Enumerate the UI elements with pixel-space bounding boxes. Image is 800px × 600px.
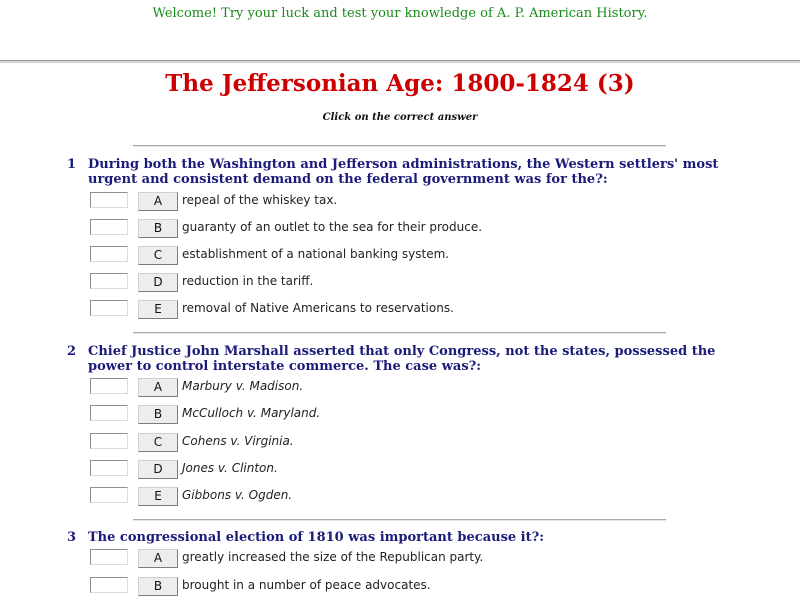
- answer-box[interactable]: [90, 460, 128, 476]
- choice-text: brought in a number of peace advocates.: [182, 578, 431, 592]
- choice-text: removal of Native Americans to reservations.: [182, 301, 454, 315]
- answer-box[interactable]: [90, 405, 128, 421]
- choice-text: establishment of a national banking system.: [182, 247, 450, 261]
- choice-d-button[interactable]: D: [138, 273, 178, 292]
- answer-choice: [90, 459, 730, 479]
- answer-choice: [90, 218, 730, 238]
- answer-choice: [90, 548, 730, 568]
- question-divider: [133, 145, 666, 147]
- answer-choice: [90, 404, 730, 424]
- question-text: During both the Washington and Jefferson administrations, the Western settlers' most urgent and consistent demand on the federal government was for the?:: [88, 157, 719, 187]
- answer-box[interactable]: [90, 577, 128, 593]
- choice-text: McCulloch v. Maryland.: [182, 406, 321, 420]
- choice-b-button[interactable]: B: [138, 219, 178, 238]
- answer-box[interactable]: [90, 246, 128, 262]
- choice-text: guaranty of an outlet to the sea for their produce.: [182, 220, 483, 234]
- choice-a-button[interactable]: A: [138, 549, 178, 568]
- top-divider: [0, 60, 800, 63]
- choice-b-button[interactable]: B: [138, 577, 178, 596]
- answer-choice: [90, 191, 730, 211]
- choice-a-button[interactable]: A: [138, 378, 178, 397]
- choice-text: greatly increased the size of the Republican party.: [182, 550, 484, 564]
- choice-text: Jones v. Clinton.: [182, 461, 278, 475]
- choice-b-button[interactable]: B: [138, 405, 178, 424]
- welcome-banner: Welcome! Try your luck and test your knowledge of A. P. American History.: [152, 6, 648, 21]
- answer-box[interactable]: [90, 273, 128, 289]
- answer-choice: [90, 432, 730, 452]
- answer-box[interactable]: [90, 378, 128, 394]
- question-number: 3: [67, 530, 77, 545]
- answer-choice: [90, 272, 730, 292]
- question-text: The congressional election of 1810 was important because it?:: [88, 530, 545, 545]
- question-text: Chief Justice John Marshall asserted that only Congress, not the states, possessed the power to control interstate commerce. The case was?:: [88, 344, 716, 374]
- answer-box[interactable]: [90, 433, 128, 449]
- answer-box[interactable]: [90, 549, 128, 565]
- choice-text: repeal of the whiskey tax.: [182, 193, 338, 207]
- answer-choice: [90, 576, 730, 596]
- choice-text: Gibbons v. Ogden.: [182, 488, 293, 502]
- choice-text: Cohens v. Virginia.: [182, 434, 294, 448]
- choice-d-button[interactable]: D: [138, 460, 178, 479]
- choice-text: Marbury v. Madison.: [182, 379, 304, 393]
- question-divider: [133, 519, 666, 521]
- answer-choice: [90, 377, 730, 397]
- choice-e-button[interactable]: E: [138, 300, 178, 319]
- answer-choice: [90, 245, 730, 265]
- choice-c-button[interactable]: C: [138, 246, 178, 265]
- question-divider: [133, 332, 666, 334]
- choice-e-button[interactable]: E: [138, 487, 178, 506]
- choice-a-button[interactable]: A: [138, 192, 178, 211]
- question-number: 1: [67, 157, 77, 172]
- instruction-text: Click on the correct answer: [322, 112, 478, 123]
- page-title: The Jeffersonian Age: 1800-1824 (3): [165, 70, 635, 97]
- choice-text: reduction in the tariff.: [182, 274, 314, 288]
- answer-box[interactable]: [90, 487, 128, 503]
- choice-c-button[interactable]: C: [138, 433, 178, 452]
- answer-box[interactable]: [90, 300, 128, 316]
- answer-choice: [90, 486, 730, 506]
- question-number: 2: [67, 344, 77, 359]
- answer-box[interactable]: [90, 192, 128, 208]
- answer-box[interactable]: [90, 219, 128, 235]
- answer-choice: [90, 299, 730, 319]
